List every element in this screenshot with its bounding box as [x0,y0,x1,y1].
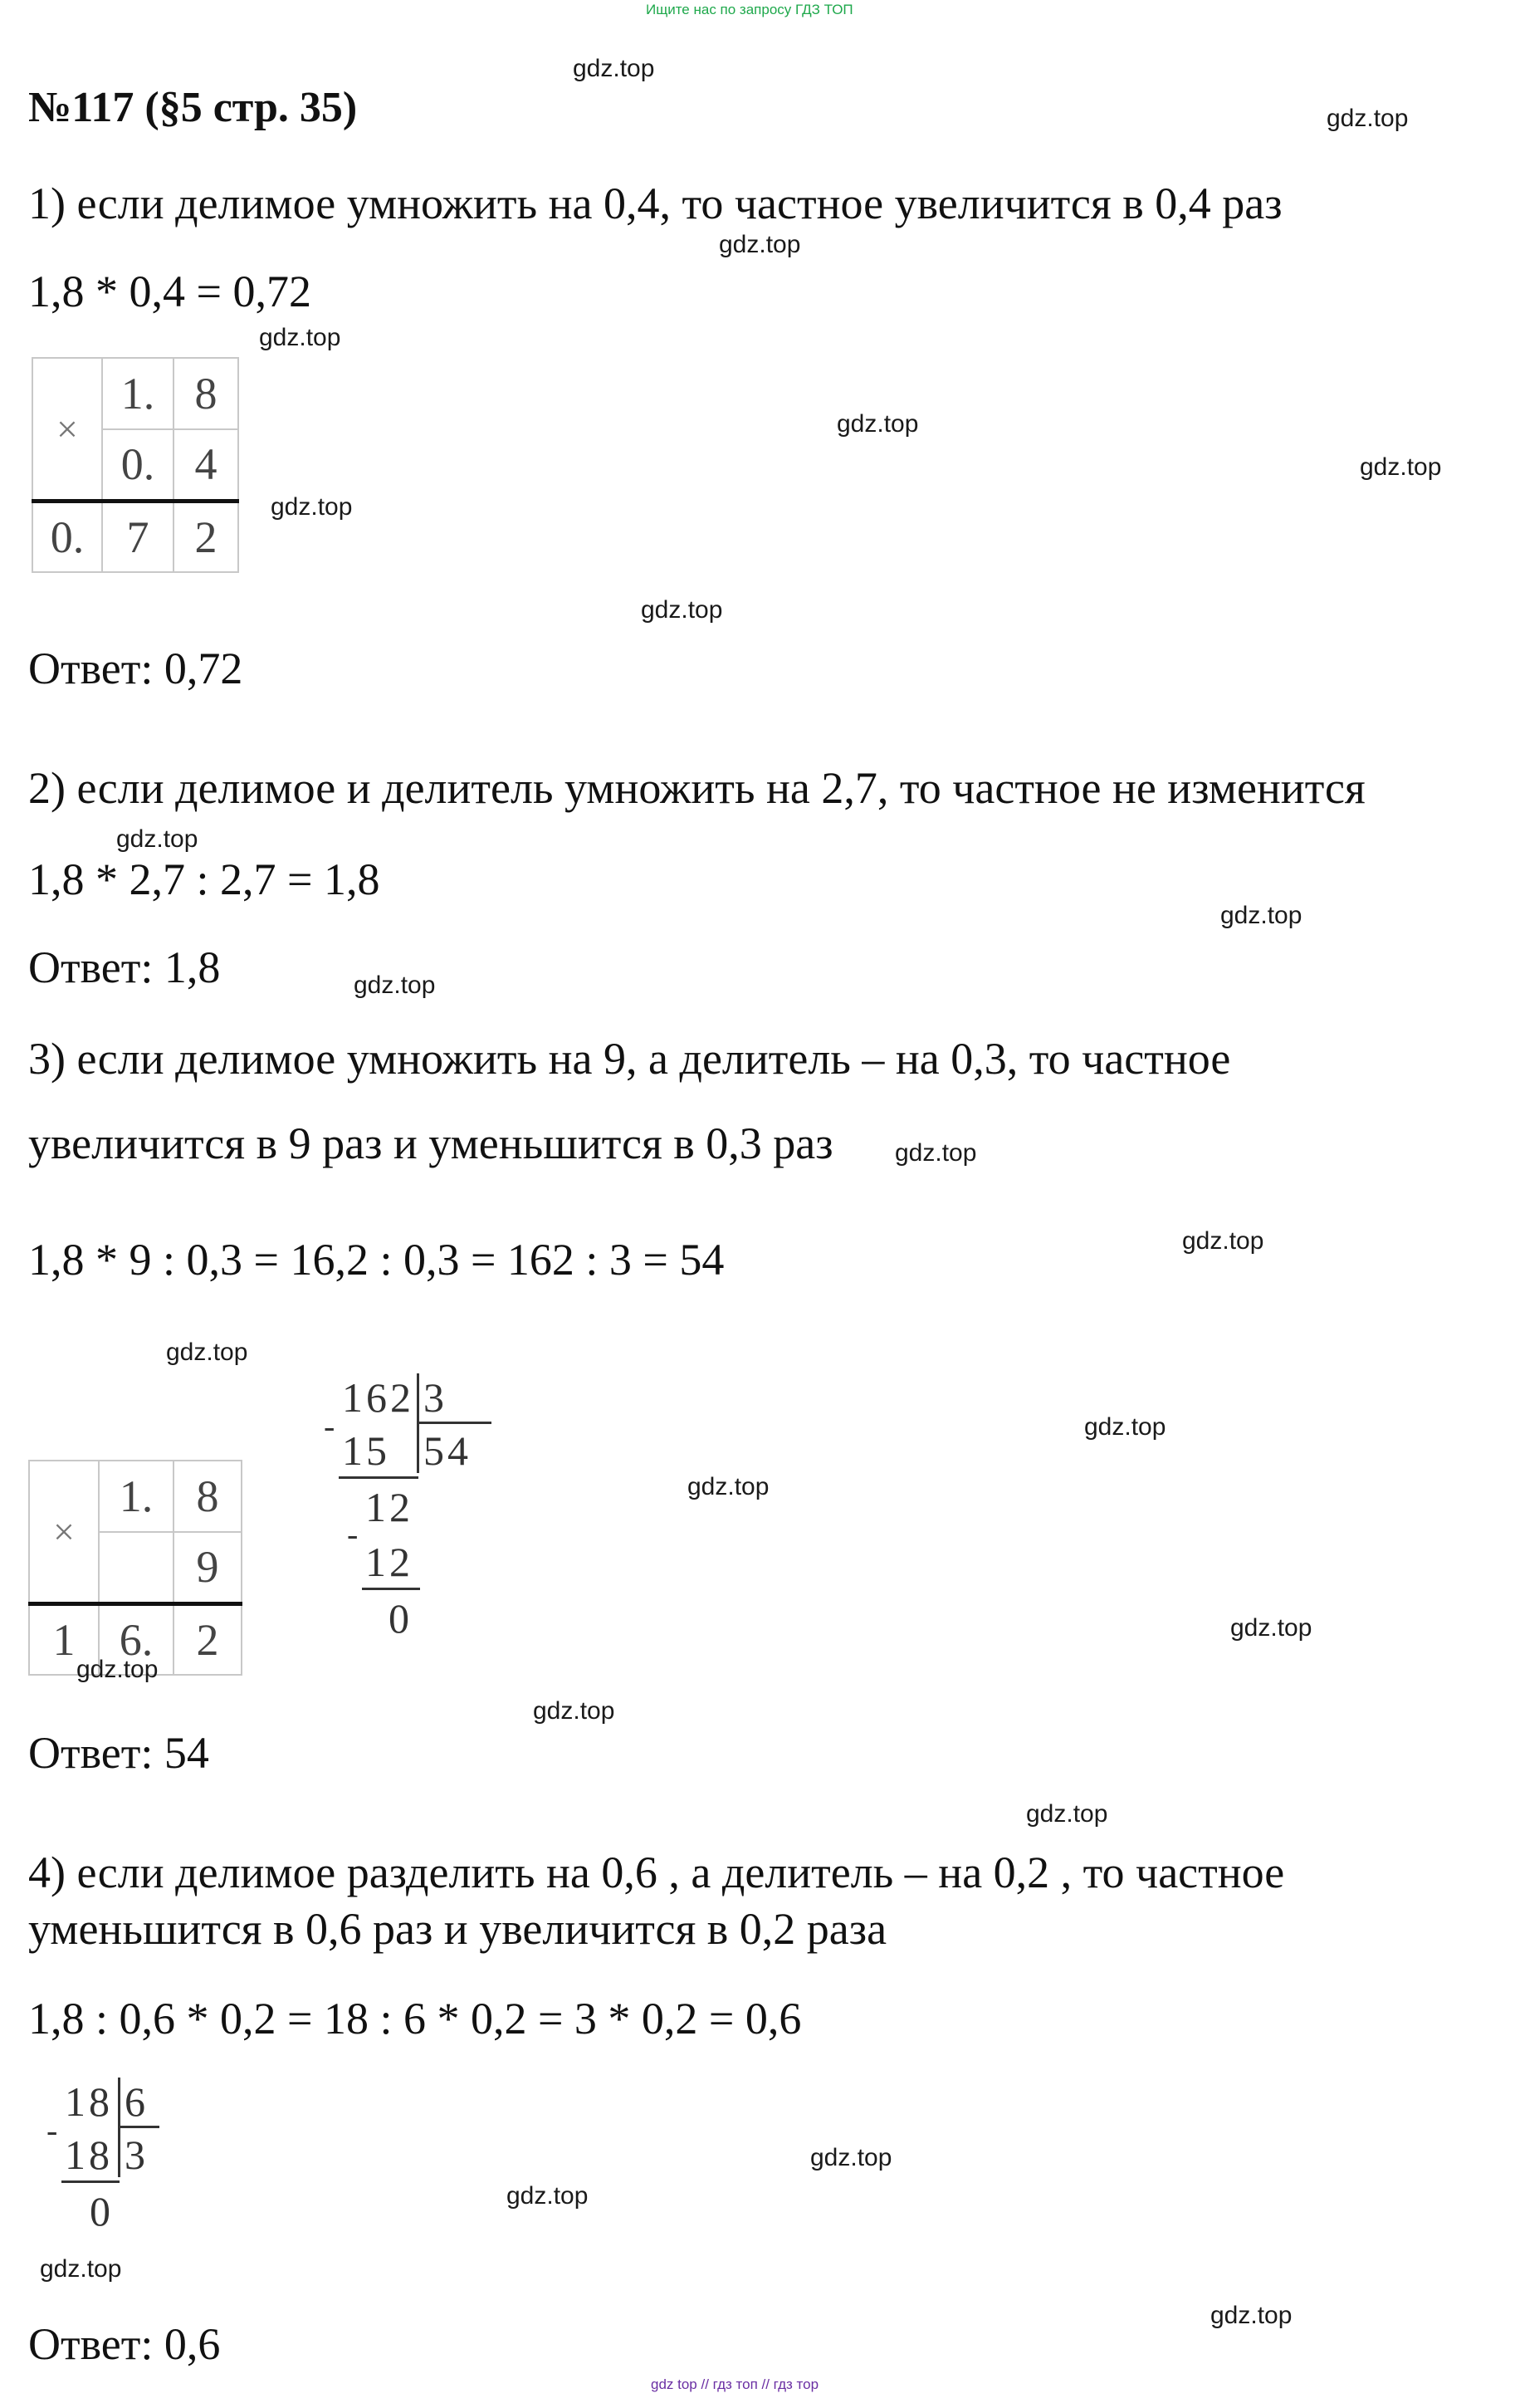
division-remainder: 0 [90,2188,114,2234]
part4-statement-line1: 4) если делимое разделить на 0,6 , а делитель – на 0,2 , то частное [28,1848,1285,1897]
part2-expression: 1,8 * 2,7 : 2,7 = 1,8 [28,854,380,904]
part4-statement-line2: уменьшится в 0,6 раз и увеличится в 0,2 раза [28,1904,887,1954]
watermark: gdz.top [810,2144,892,2171]
mult-cell: 0. [102,429,173,501]
watermark: gdz.top [895,1139,977,1167]
multiply-sign: × [32,358,102,501]
mult-result-cell: 1 [29,1603,99,1675]
watermark: gdz.top [837,410,919,438]
watermark: gdz.top [1327,105,1409,132]
part4-long-division [46,2074,179,2240]
part3-expression: 1,8 * 9 : 0,3 = 16,2 : 0,3 = 162 : 3 = 54 [28,1235,725,1285]
division-remainder: 0 [389,1595,413,1642]
part4-answer: Ответ: 0,6 [28,2319,221,2369]
watermark: gdz.top [40,2255,122,2283]
division-line [339,1476,418,1479]
watermark: gdz.top [1220,902,1302,929]
division-divisor: 6 [125,2078,149,2125]
mult-result-cell: 2 [173,501,238,572]
part3-statement-line1: 3) если делимое умножить на 9, а делитель – на 0,3, то частное [28,1034,1231,1084]
mult-cell: 8 [173,1461,242,1532]
part4-expression: 1,8 : 0,6 * 0,2 = 18 : 6 * 0,2 = 3 * 0,2 = 0,6 [28,1994,802,2043]
watermark: gdz.top [1084,1413,1166,1441]
division-remainder: 12 [365,1484,413,1530]
part3-statement-line2: увеличится в 9 раз и уменьшится в 0,3 раз [28,1118,833,1168]
watermark: gdz.top [573,55,655,82]
division-divisor: 3 [423,1374,447,1421]
division-minus-sign: - [347,1515,362,1553]
division-line [362,1588,420,1590]
mult-result-cell: 0. [32,501,102,572]
watermark: gdz.top [1182,1227,1264,1255]
part3-multiplication-table [28,1460,242,1676]
division-subtrahend: 12 [365,1539,413,1585]
part1-statement: 1) если делимое умножить на 0,4, то частное увеличится в 0,4 раз [28,179,1283,228]
division-divisor-line [118,2126,159,2128]
part1-expression: 1,8 * 0,4 = 0,72 [28,267,311,316]
division-divisor-line [417,1422,491,1424]
division-subtrahend: 18 [65,2131,113,2178]
part3-answer: Ответ: 54 [28,1728,209,1778]
mult-cell [99,1532,173,1603]
watermark: gdz.top [1210,2302,1293,2329]
division-dividend: 162 [342,1374,414,1421]
mult-cell: 4 [173,429,238,501]
mult-result-cell: 2 [173,1603,242,1675]
page-title: №117 (§5 стр. 35) [28,84,358,131]
mult-cell: 1. [99,1461,173,1532]
watermark: gdz.top [1360,453,1442,481]
division-minus-sign: - [324,1407,339,1445]
mult-result-cell: 6. [99,1603,173,1675]
watermark: gdz.top [506,2182,589,2210]
bottom-banner: gdz top // гдз топ // гдз тор [651,2376,819,2392]
mult-cell: 8 [173,358,238,429]
watermark: gdz.top [116,825,198,853]
watermark: gdz.top [1026,1800,1108,1828]
division-quotient: 54 [423,1427,472,1474]
watermark: gdz.top [641,596,723,624]
division-minus-sign: - [46,2112,61,2149]
division-dividend: 18 [65,2078,113,2125]
division-subtrahend: 15 [342,1427,390,1474]
multiply-sign: × [29,1461,99,1603]
mult-cell: 1. [102,358,173,429]
mult-result-cell: 7 [102,501,173,572]
top-banner: Ищите нас по запросу ГДЗ ТОП [646,2,853,17]
watermark: gdz.top [166,1339,248,1366]
watermark: gdz.top [354,972,436,999]
part2-statement: 2) если делимое и делитель умножить на 2,7, то частное не изменится [28,763,1366,813]
division-quotient: 3 [125,2131,149,2178]
watermark: gdz.top [1230,1614,1312,1642]
watermark: gdz.top [533,1697,615,1725]
watermark: gdz.top [719,231,801,258]
watermark: gdz.top [259,324,341,351]
part2-answer: Ответ: 1,8 [28,942,221,992]
mult-cell: 9 [173,1532,242,1603]
part3-long-division [315,1370,498,1644]
part1-multiplication-table [32,357,239,573]
watermark: gdz.top [76,1656,159,1683]
division-line [61,2180,120,2183]
watermark: gdz.top [271,493,353,521]
watermark: gdz.top [687,1473,770,1500]
part1-answer: Ответ: 0,72 [28,644,243,693]
